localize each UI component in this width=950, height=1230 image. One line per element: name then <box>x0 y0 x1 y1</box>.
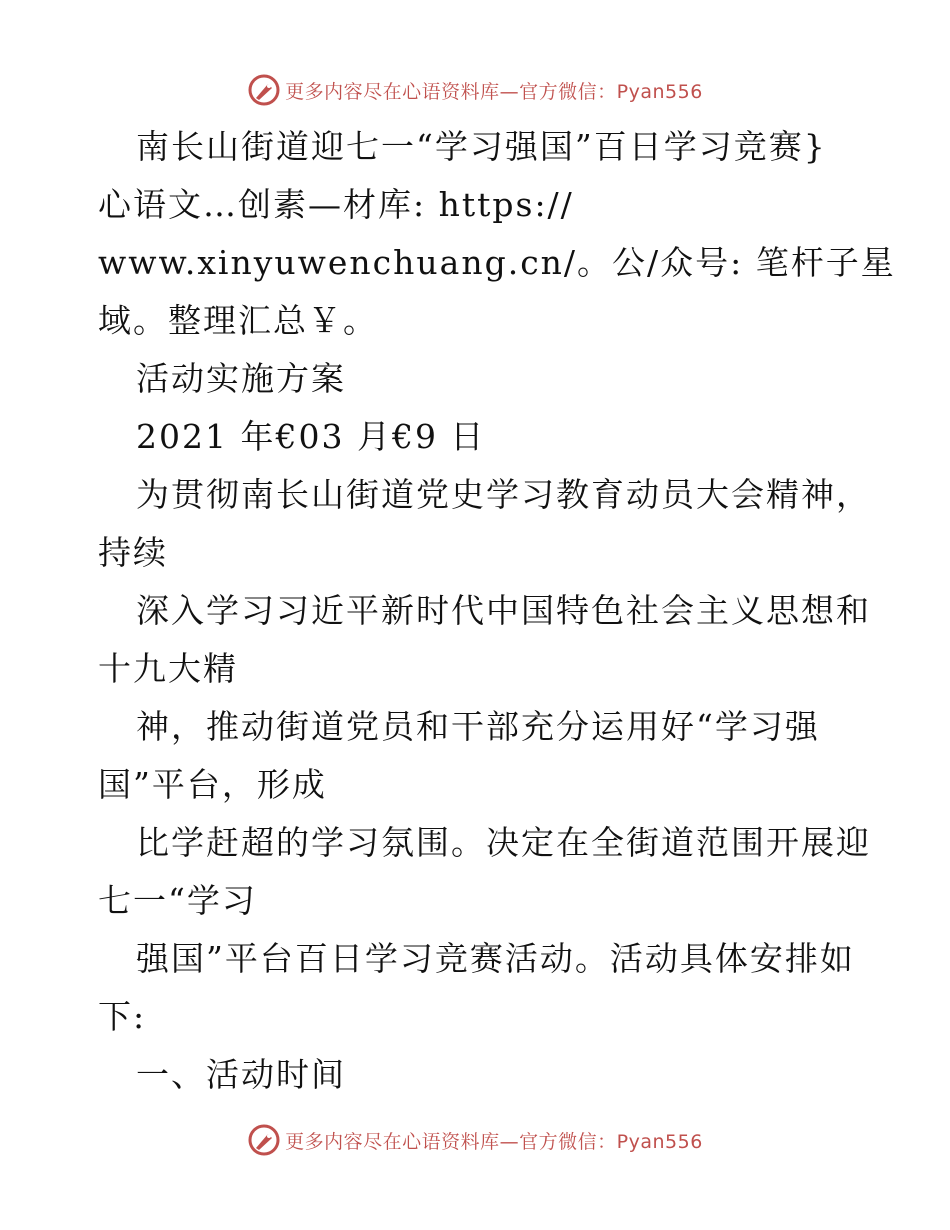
pen-nib-logo-icon <box>247 73 281 107</box>
watermark-text: 更多内容尽在心语资料库—官方微信：Pyan556 <box>285 1130 703 1153</box>
watermark-text: 更多内容尽在心语资料库—官方微信：Pyan556 <box>285 80 703 103</box>
paragraph-line: 神，推动街道党员和干部充分运用好“学习强 <box>136 707 820 746</box>
paragraph-line: 十九大精 <box>98 649 238 688</box>
paragraph-line: 为贯彻南长山街道党史学习教育动员大会精神， <box>136 475 871 514</box>
paragraph-line: 七一“学习 <box>98 881 257 920</box>
pen-nib-logo-icon <box>247 1123 281 1157</box>
paragraph-line: 活动实施方案 <box>136 359 346 398</box>
paragraph-line: 国”平台，形成 <box>98 765 327 804</box>
paragraph-line: 一、活动时间 <box>136 1055 346 1094</box>
paragraph-line: www.xinyuwenchuang.cn/。公/众号: 笔杆子星 <box>98 243 896 282</box>
watermark-header <box>0 70 950 110</box>
paragraph-line: 深入学习习近平新时代中国特色社会主义思想和 <box>136 591 871 630</box>
paragraph-line: 强国”平台百日学习竞赛活动。活动具体安排如 <box>136 939 855 978</box>
paragraph-line: 持续 <box>98 533 168 572</box>
paragraph-line: 南长山街道迎七一“学习强国”百日学习竞赛} <box>136 127 827 166</box>
paragraph-line: 心语文…创素—材库: https:// <box>98 185 574 224</box>
paragraph-line: 域。整理汇总￥。 <box>98 301 378 340</box>
paragraph-line: 2021 年€03 月€9 日 <box>136 417 486 456</box>
watermark-footer <box>0 1120 950 1160</box>
paragraph-line: 下: <box>98 997 147 1036</box>
document-body <box>98 118 896 1104</box>
paragraph-line: 比学赶超的学习氛围。决定在全街道范围开展迎 <box>136 823 871 862</box>
